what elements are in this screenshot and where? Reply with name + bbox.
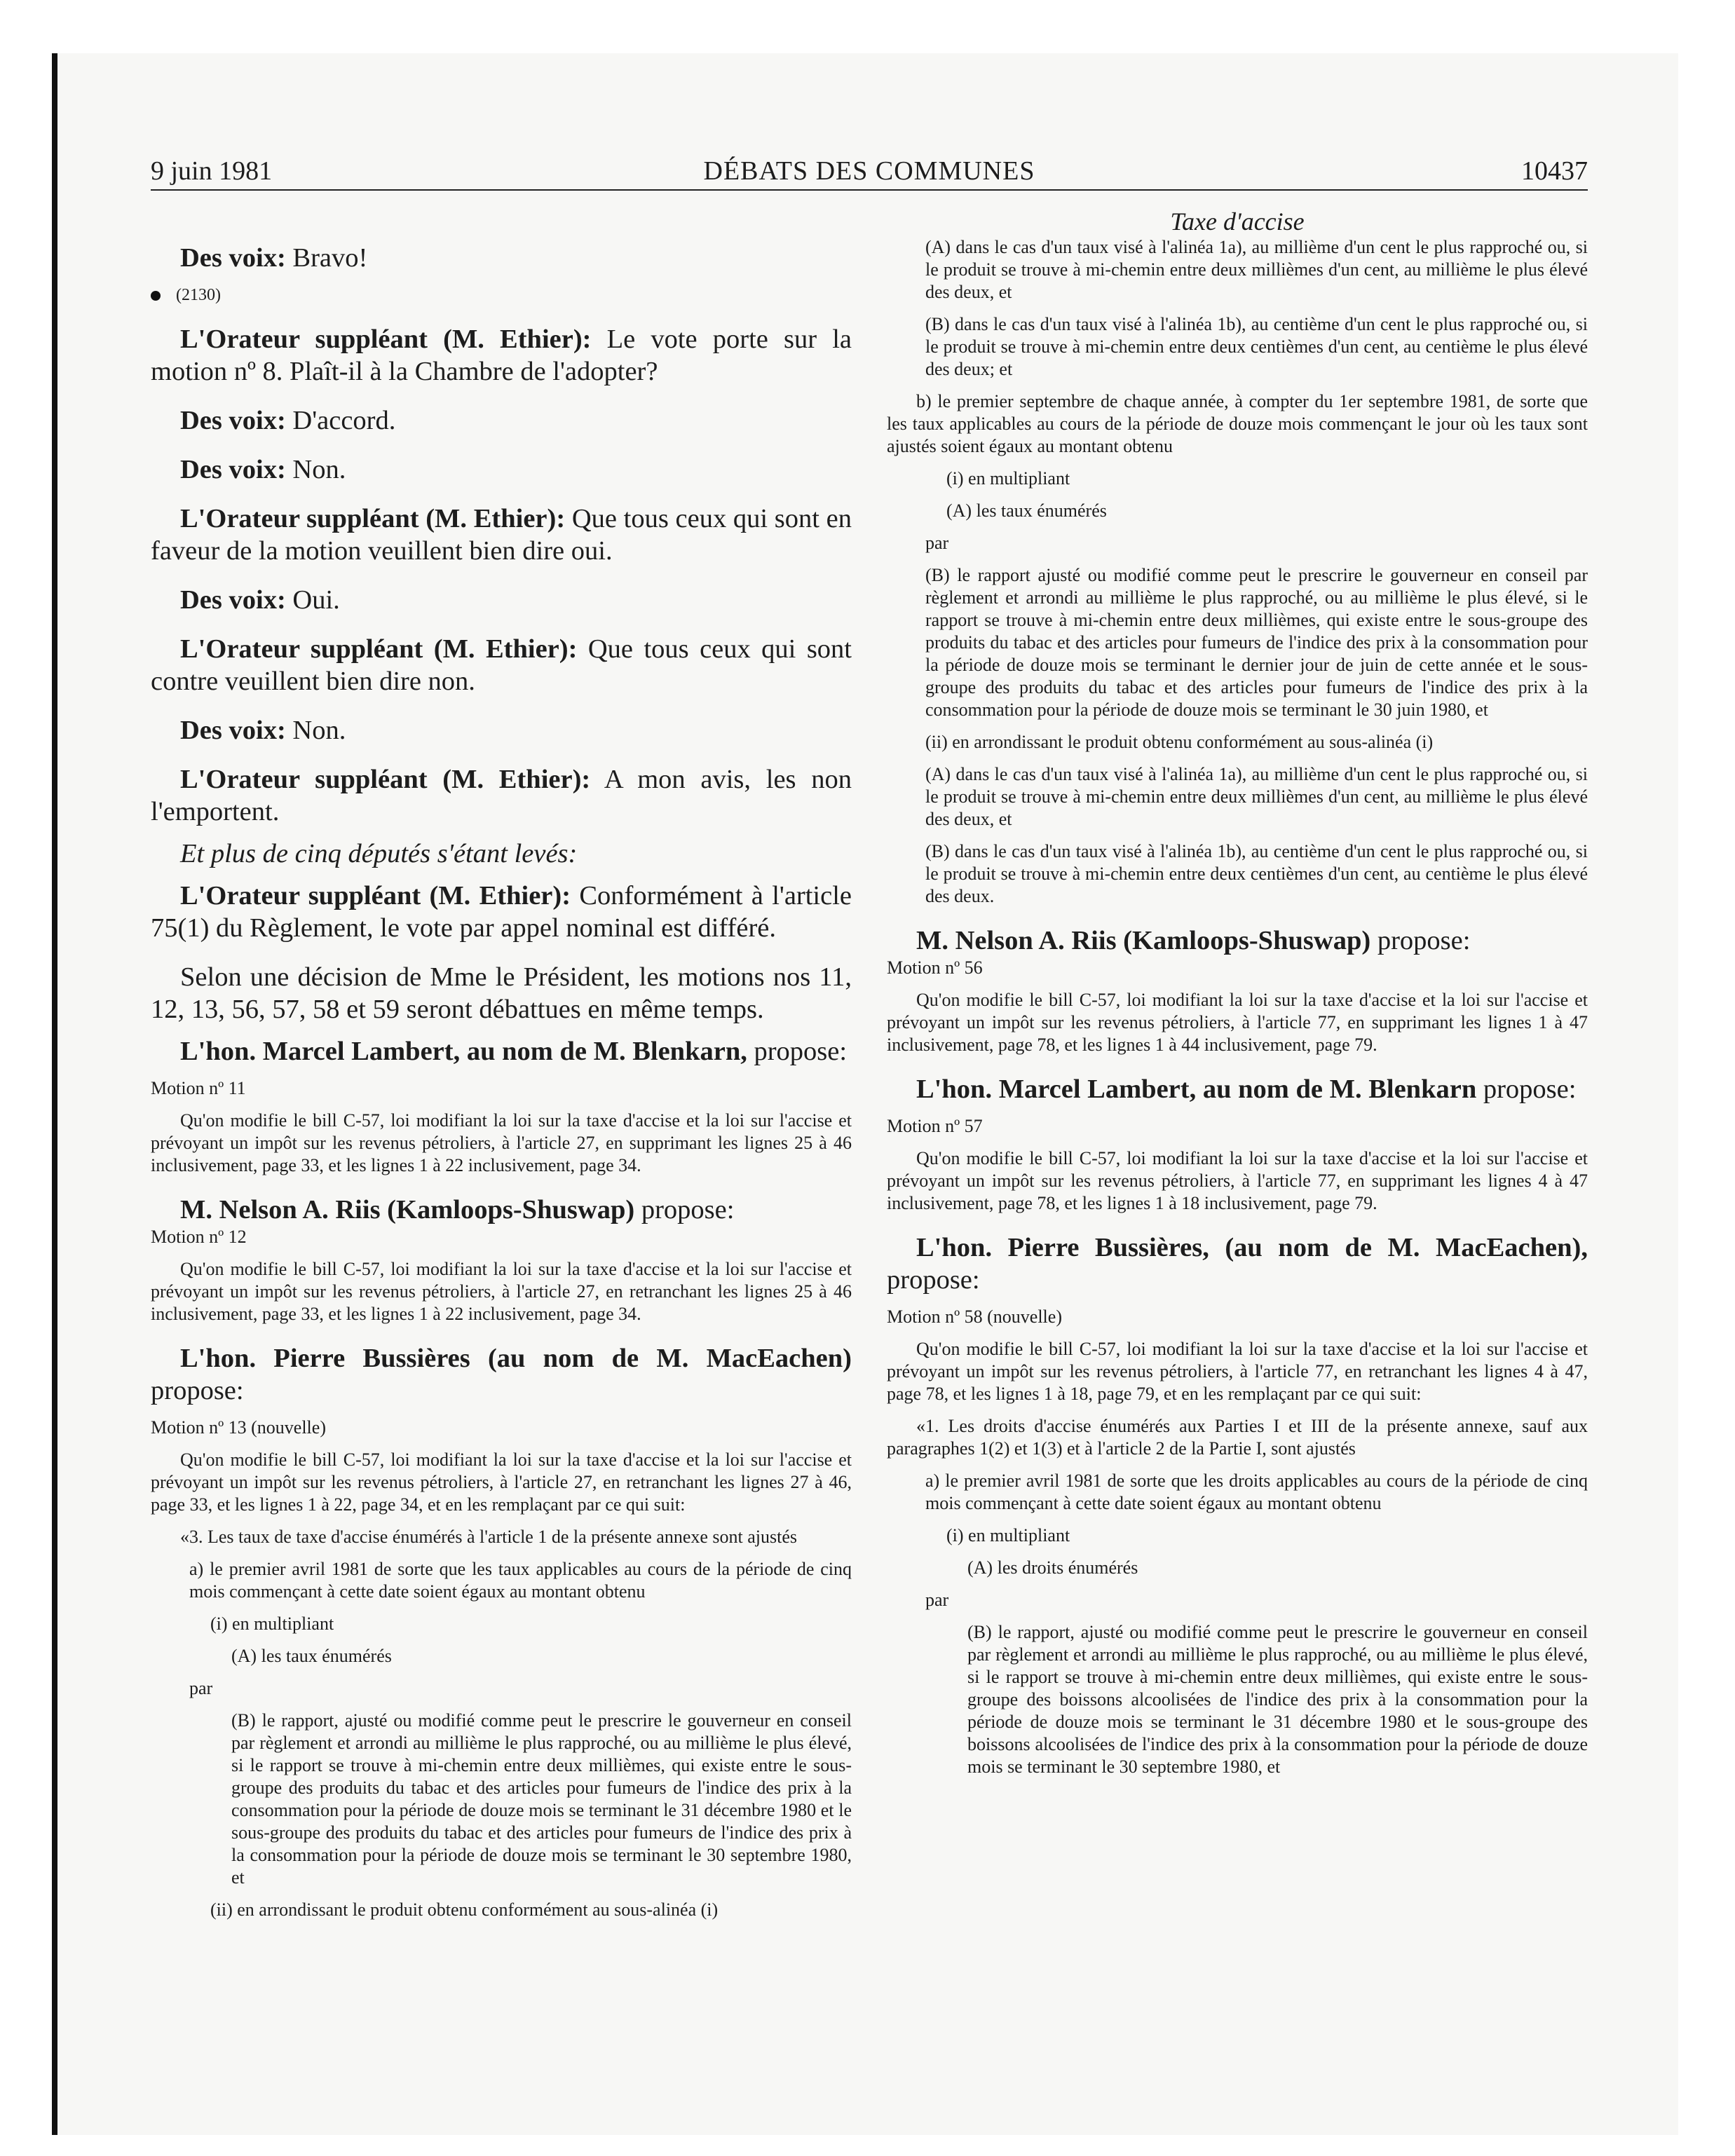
motion-number: Motion nº 12 <box>151 1227 247 1247</box>
motion-heading <box>887 925 1588 957</box>
motion-text: Qu'on modifie le bill C-57, loi modifiant la loi sur la taxe d'accise et la loi sur l'accise et prévoyant un impôt sur les revenus pétroliers, à l'article 77, en supprimant les lignes 1 à 47 inclusivement, page 78, et les lignes 1 à 44 inclusivement, page 79. <box>887 990 1588 1055</box>
speech: Oui. <box>292 585 340 615</box>
speaker: Des voix: <box>180 716 286 745</box>
quoted-text: «1. Les droits d'accise énumérés aux Parties I et III de la présente annexe, sauf aux paragraphes 1(2) et 1(3) et à l'article 2 de la Partie I, sont ajustés <box>887 1416 1588 1459</box>
motion-number: Motion nº 58 (nouvelle) <box>887 1306 1062 1327</box>
timestamp: (2130) <box>176 286 221 304</box>
timestamp-marker <box>151 284 852 306</box>
paragraph <box>151 880 852 944</box>
speaker: L'hon. Pierre Bussières, (au nom de M. MacEachen), <box>916 1233 1588 1262</box>
speaker: L'hon. Pierre Bussières (au nom de M. MacEachen) <box>180 1344 852 1373</box>
quoted-text: (A) les taux énumérés <box>946 500 1107 521</box>
quoted-text: «3. Les taux de taxe d'accise énumérés à l'article 1 de la présente annexe sont ajustés <box>180 1527 798 1547</box>
speaker: L'Orateur suppléant (M. Ethier): <box>180 504 566 533</box>
quoted-text: (B) dans le cas d'un taux visé à l'alinéa 1b), au centième d'un cent le plus rapproché ou, si le produit se trouve à mi-chemin entre deux centièmes d'un cent, au centième le plus élevé des deux; et <box>925 314 1588 379</box>
paragraph <box>151 323 852 388</box>
paragraph <box>151 584 852 616</box>
motion-number: Motion nº 56 <box>887 957 983 978</box>
speech: D'accord. <box>292 406 396 435</box>
right-column <box>887 207 1588 1778</box>
speech: propose: <box>641 1195 735 1224</box>
motion-heading <box>151 1342 852 1407</box>
motion-heading <box>151 1035 852 1067</box>
quoted-text: (A) dans le cas d'un taux visé à l'alinéa 1a), au millième d'un cent le plus rapproché ou, si le produit se trouve à mi-chemin entre deux millièmes d'un cent, au millième le plus élevé des deux, et <box>925 237 1588 302</box>
quoted-text: (A) les droits énumérés <box>967 1557 1138 1578</box>
speaker: Des voix: <box>180 243 286 273</box>
paragraph <box>151 633 852 697</box>
motion-heading <box>887 1231 1588 1296</box>
header-rule <box>151 189 1588 191</box>
speaker: L'Orateur suppléant (M. Ethier): <box>180 634 578 664</box>
speech: Que tous ceux qui sont en faveur de la motion veuillent bien dire oui. <box>151 504 852 566</box>
speaker: Des voix: <box>180 455 286 484</box>
left-column <box>151 207 852 1921</box>
speaker: L'hon. Marcel Lambert, au nom de M. Blenkarn, <box>180 1037 747 1066</box>
bullet-icon <box>151 291 161 301</box>
quoted-text: par <box>925 1590 949 1610</box>
motion-number: Motion nº 13 (nouvelle) <box>151 1417 326 1438</box>
speaker: L'Orateur suppléant (M. Ethier): <box>180 765 591 794</box>
motion-text: Qu'on modifie le bill C-57, loi modifiant la loi sur la taxe d'accise et la loi sur l'accise et prévoyant un impôt sur les revenus pétroliers, à l'article 27, en retranchant les lignes 25 à 46 inclusivement, page 33, et les lignes 1 à 22 inclusivement, page 34. <box>151 1259 852 1324</box>
speech: Conformément à l'article 75(1) du Règlement, le vote par appel nominal est différé. <box>151 881 852 943</box>
speech: A mon avis, les non l'emportent. <box>151 765 852 826</box>
motion-text: Qu'on modifie le bill C-57, loi modifiant la loi sur la taxe d'accise et la loi sur l'accise et prévoyant un impôt sur les revenus pétroliers, à l'article 77, en retranchant les lignes 4 à 47, page 78, et les lignes 1 à 18, page 79, et en les remplaçant par ce qui suit: <box>887 1339 1588 1404</box>
quoted-text: (i) en multipliant <box>946 468 1070 489</box>
header-page-number: 10437 <box>1521 156 1588 186</box>
binding-edge <box>52 53 57 2135</box>
paragraph <box>151 242 852 274</box>
speech: propose: <box>1483 1074 1577 1104</box>
page-header <box>151 156 1588 191</box>
speech: Le vote porte sur la motion nº 8. Plaît-il à la Chambre de l'adopter? <box>151 325 852 386</box>
paragraph <box>151 404 852 437</box>
quoted-text: par <box>925 533 949 553</box>
speech: Que tous ceux qui sont contre veuillent bien dire non. <box>151 634 852 696</box>
motion-number: Motion nº 11 <box>151 1078 246 1098</box>
quoted-text: b) le premier septembre de chaque année, à compter du 1er septembre 1981, de sorte que les taux applicables au cours de la période de douze mois commençant le jour où les taux sont ajustés soient égaux au montant obtenu <box>887 391 1588 456</box>
quoted-text: par <box>189 1678 213 1698</box>
quoted-text: a) le premier avril 1981 de sorte que les taux applicables au cours de la période de cinq mois commençant à cette date soient égaux au montant obtenu <box>189 1559 852 1602</box>
paragraph <box>151 503 852 567</box>
motion-heading <box>887 1073 1588 1105</box>
quoted-text: (B) le rapport ajusté ou modifié comme peut le prescrire le gouverneur en conseil par règlement et arrondi au millième le plus rapproché, ou au millième le plus élevé, si le rapport se trouve à mi-chemin entre deux millièmes, qui existe entre le sous-groupe des produits du tabac et des articles pour fumeurs de l'indice des prix à la consommation pour la période de douze mois se terminant le dernier jour de juin de cette année et le sous-groupe des produits du tabac et des articles pour fumeurs de l'indice des prix à la consommation pour la période de douze mois se terminant le 30 juin 1980, et <box>925 565 1588 720</box>
header-title: DÉBATS DES COMMUNES <box>703 156 1035 186</box>
quoted-text: (ii) en arrondissant le produit obtenu conformément au sous-alinéa (i) <box>925 732 1434 752</box>
speaker: L'hon. Marcel Lambert, au nom de M. Blenkarn <box>916 1074 1477 1104</box>
speech: propose: <box>754 1037 848 1066</box>
quoted-text: (B) dans le cas d'un taux visé à l'alinéa 1b), au centième d'un cent le plus rapproché ou, si le produit se trouve à mi-chemin entre deux centièmes d'un cent, au centième le plus élevé des deux. <box>925 841 1588 906</box>
speaker: L'Orateur suppléant (M. Ethier): <box>180 325 592 354</box>
motion-text: Qu'on modifie le bill C-57, loi modifiant la loi sur la taxe d'accise et la loi sur l'accise et prévoyant un impôt sur les revenus pétroliers, à l'article 27, en supprimant les lignes 25 à 46 inclusivement, page 33, et les lignes 1 à 22 inclusivement, page 34. <box>151 1110 852 1175</box>
header-date: 9 juin 1981 <box>151 156 273 186</box>
speech: propose: <box>151 1376 244 1405</box>
paragraph <box>151 453 852 486</box>
quoted-text: (A) dans le cas d'un taux visé à l'alinéa 1a), au millième d'un cent le plus rapproché ou, si le produit se trouve à mi-chemin entre deux millièmes d'un cent, au millième le plus élevé des deux, et <box>925 764 1588 829</box>
speech: Non. <box>292 716 346 745</box>
quoted-text: (i) en multipliant <box>946 1525 1070 1546</box>
speech: Non. <box>292 455 346 484</box>
speaker: M. Nelson A. Riis (Kamloops-Shuswap) <box>180 1195 635 1224</box>
quoted-text: a) le premier avril 1981 de sorte que les droits applicables au cours de la période de cinq mois commençant à cette date soient égaux au montant obtenu <box>925 1471 1588 1513</box>
motion-text: Qu'on modifie le bill C-57, loi modifiant la loi sur la taxe d'accise et la loi sur l'accise et prévoyant un impôt sur les revenus pétroliers, à l'article 77, en supprimant les lignes 4 à 47 inclusivement, page 78, et les lignes 1 à 18 inclusivement, page 79. <box>887 1148 1588 1213</box>
quoted-text: (B) le rapport, ajusté ou modifié comme peut le prescrire le gouverneur en conseil par règlement et arrondi au millième le plus rapproché, ou au millième le plus élevé, si le rapport se trouve à mi-chemin entre deux millièmes, qui existe entre le sous-groupe des produits du tabac et des articles pour fumeurs de l'indice des prix à la consommation pour la période de douze mois se terminant le 31 décembre 1980 et le sous-groupe des produits du tabac et des articles pour fumeurs de l'indice des prix à la consommation pour la période de douze mois se terminant le 30 septembre 1980, et <box>231 1710 852 1888</box>
speech: propose: <box>1377 926 1471 955</box>
paragraph: Selon une décision de Mme le Président, les motions nos 11, 12, 13, 56, 57, 58 et 59 seront débattues en même temps. <box>151 962 852 1024</box>
speaker: Des voix: <box>180 406 286 435</box>
stage-direction: Et plus de cinq députés s'étant levés: <box>180 839 578 868</box>
quoted-text: (i) en multipliant <box>210 1613 334 1634</box>
paragraph <box>151 714 852 746</box>
speech: propose: <box>887 1265 980 1295</box>
speaker: L'Orateur suppléant (M. Ethier): <box>180 881 571 910</box>
section-heading: Taxe d'accise <box>1170 207 1305 236</box>
speaker: Des voix: <box>180 585 286 615</box>
quoted-text: (A) les taux énumérés <box>231 1646 392 1666</box>
motion-heading <box>151 1194 852 1226</box>
speech: Bravo! <box>292 243 368 273</box>
speaker: M. Nelson A. Riis (Kamloops-Shuswap) <box>916 926 1371 955</box>
motion-text: Qu'on modifie le bill C-57, loi modifiant la loi sur la taxe d'accise et la loi sur l'accise et prévoyant un impôt sur les revenus pétroliers, à l'article 27, en retranchant les lignes 27 à 46, page 33, et les lignes 1 à 22, page 34, et en les remplaçant par ce qui suit: <box>151 1449 852 1515</box>
motion-number: Motion nº 57 <box>887 1116 983 1136</box>
quoted-text: (B) le rapport, ajusté ou modifié comme peut le prescrire le gouverneur en conseil par règlement et arrondi au millième le plus rapproché, ou au millième le plus élevé, si le rapport se trouve à mi-chemin entre deux millièmes, qui existe entre le sous-groupe des boissons alcoolisées de l'indice des prix à la consommation pour la période de douze mois se terminant le 31 décembre 1980 et le sous-groupe des boissons alcoolisées de l'indice des prix à la consommation pour la période de douze mois se terminant le 30 septembre 1980, et <box>967 1622 1588 1777</box>
quoted-text: (ii) en arrondissant le produit obtenu conformément au sous-alinéa (i) <box>210 1899 719 1920</box>
paragraph <box>151 763 852 828</box>
